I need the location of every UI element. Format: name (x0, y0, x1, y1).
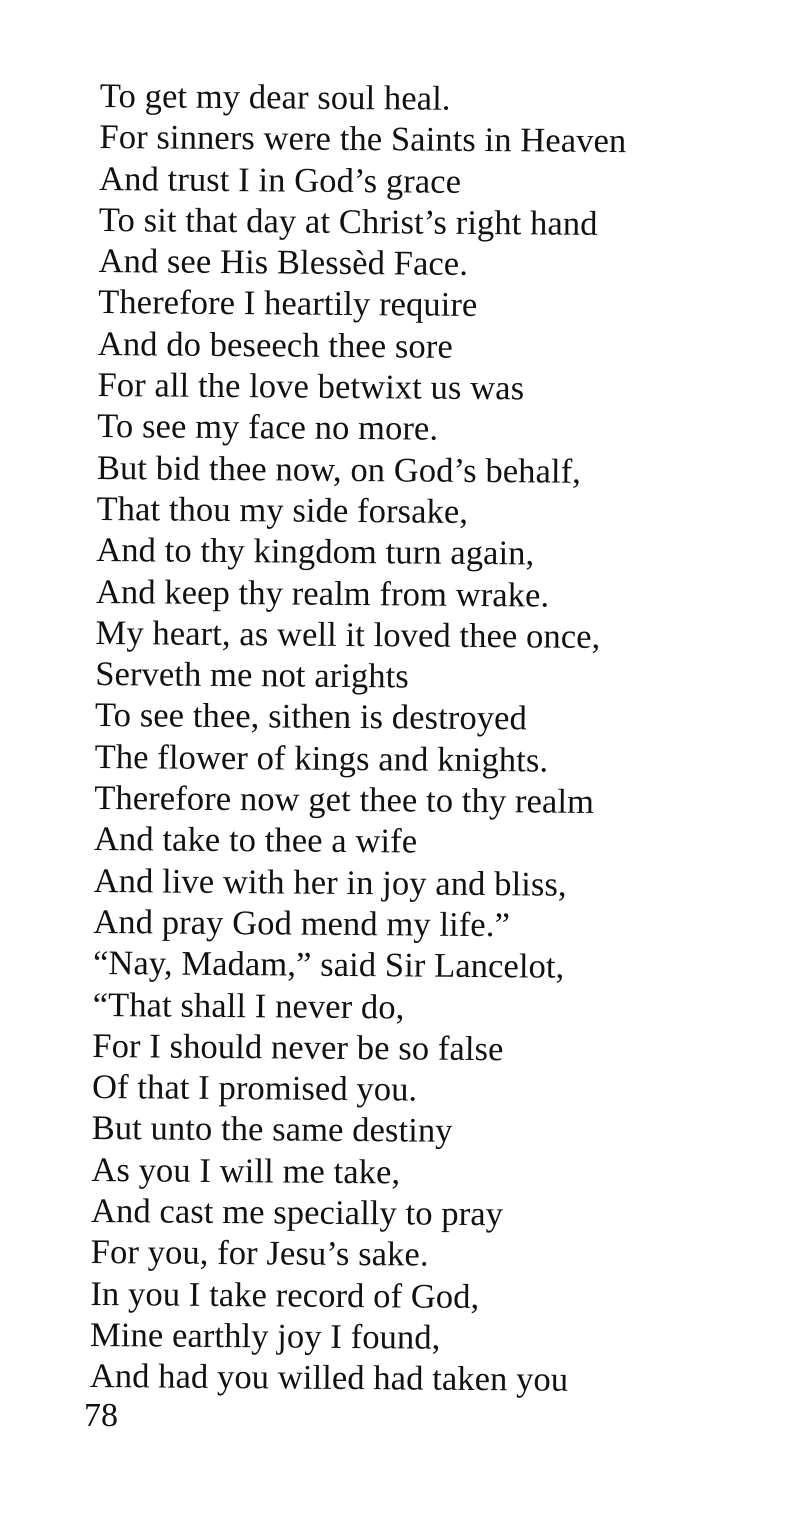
poem-line: And to thy kingdom turn again, (96, 531, 535, 573)
poem-line: For I should never be so false (92, 1026, 504, 1069)
poem-line: To see thee, sithen is destroyed (94, 696, 528, 738)
poem-line: That thou my side forsake, (96, 489, 469, 531)
poem-line: As you I will me take, (91, 1150, 401, 1192)
poem-line: But unto the same destiny (91, 1109, 453, 1151)
poem-line: And take to thee a wife (93, 820, 418, 861)
poem-text (90, 76, 627, 1402)
poem-line: For all the love betwixt us was (97, 366, 525, 408)
poem-line: And keep thy realm from wrake. (95, 572, 550, 615)
poem-line: And live with her in joy and bliss, (93, 861, 567, 904)
poem-line: To get my dear soul heal. (99, 76, 451, 118)
poem-line: And trust I in God’s grace (99, 159, 462, 201)
poem-line: And do beseech thee sore (97, 324, 453, 366)
page-number: 78 (84, 1397, 118, 1434)
poem-line: My heart, as well it loved thee once, (95, 613, 601, 656)
poem-line: “That shall I never do, (92, 985, 405, 1026)
poem-line: For you, for Jesu’s sake. (90, 1233, 429, 1274)
poem-line: To see my face no more. (97, 407, 439, 449)
poem-line: Serveth me not arights (95, 655, 410, 696)
poem-line: And had you willed had taken you (89, 1357, 569, 1399)
poem-line: Mine earthly joy I found, (89, 1315, 441, 1357)
poem-line: In you I take record of God, (90, 1274, 480, 1316)
poem-line: Therefore now get thee to thy realm (94, 779, 595, 821)
poem-line: For sinners were the Saints in Heaven (99, 118, 627, 161)
poem-line: Therefore I heartily require (98, 283, 478, 325)
poem-line: To sit that day at Christ’s right hand (98, 200, 598, 243)
poem-line: But bid thee now, on God’s behalf, (96, 448, 582, 491)
poem-line: And cast me specially to pray (90, 1191, 504, 1234)
poem-line: The flower of kings and knights. (94, 737, 549, 780)
poem-line: And see His Blessèd Face. (98, 242, 469, 284)
poem-line: And pray God mend my life.” (93, 902, 511, 945)
poem-line: “Nay, Madam,” said Sir Lancelot, (92, 944, 565, 986)
poem-line: Of that I promised you. (91, 1068, 418, 1109)
